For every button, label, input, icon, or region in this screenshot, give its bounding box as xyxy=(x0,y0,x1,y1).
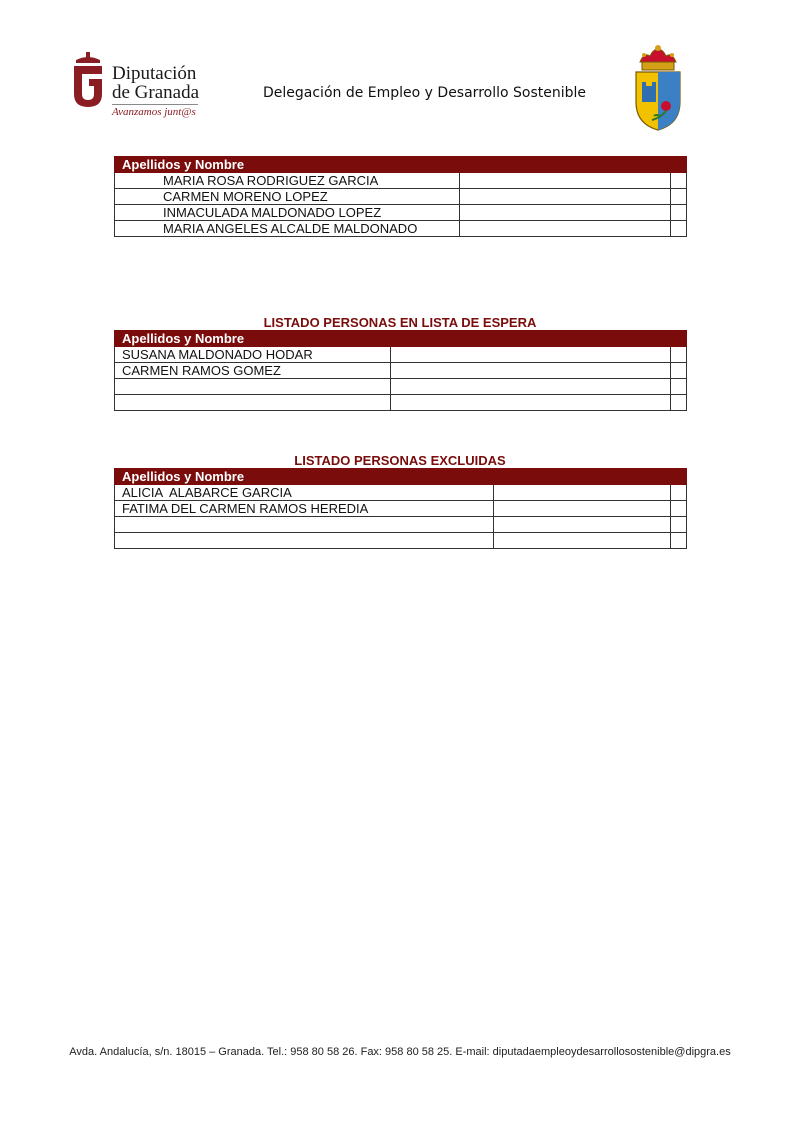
column-header-name: Apellidos y Nombre xyxy=(115,469,494,485)
table-row xyxy=(115,347,687,363)
table-row xyxy=(115,189,687,205)
table-row xyxy=(115,173,687,189)
person-name: ALICIA ALABARCE GARCIA xyxy=(115,485,494,501)
diputacion-emblem-icon xyxy=(70,52,106,108)
column-header-empty xyxy=(671,331,687,347)
column-header-empty xyxy=(460,157,671,173)
table-row xyxy=(115,485,687,501)
admitted-table xyxy=(114,156,687,237)
column-header-empty xyxy=(671,157,687,173)
waiting-list-table xyxy=(114,330,687,411)
column-header-name: Apellidos y Nombre xyxy=(115,157,460,173)
footer-contact: Avda. Andalucía, s/n. 18015 – Granada. Tel.: 958 80 58 26. Fax: 958 80 58 25. E-mail: diputadaempleoydesarrollosostenible@dipgra.es xyxy=(69,1046,731,1058)
person-name xyxy=(115,533,494,549)
column-header-empty xyxy=(391,331,671,347)
column-header-name: Apellidos y Nombre xyxy=(115,331,391,347)
table-row xyxy=(115,501,687,517)
person-name: SUSANA MALDONADO HODAR xyxy=(115,347,391,363)
person-name: CARMEN MORENO LOPEZ xyxy=(115,189,460,205)
person-name xyxy=(115,379,391,395)
table-row xyxy=(115,533,687,549)
table-row xyxy=(115,363,687,379)
org-name-line2: de Granada xyxy=(112,82,200,103)
header-title: Delegación de Empleo y Desarrollo Sostenible xyxy=(263,85,586,101)
person-name: MARIA ROSA RODRIGUEZ GARCIA xyxy=(115,173,460,189)
waiting-list-title: LISTADO PERSONAS EN LISTA DE ESPERA xyxy=(263,315,537,330)
person-name xyxy=(115,517,494,533)
table-row xyxy=(115,205,687,221)
table-header-row xyxy=(115,469,687,485)
table-row xyxy=(115,221,687,237)
table-header-row xyxy=(115,157,687,173)
person-name: CARMEN RAMOS GOMEZ xyxy=(115,363,391,379)
table-row xyxy=(115,379,687,395)
person-name xyxy=(115,395,391,411)
diputacion-logo xyxy=(70,52,210,122)
column-header-empty xyxy=(494,469,671,485)
person-name: FATIMA DEL CARMEN RAMOS HEREDIA xyxy=(115,501,494,517)
table-row xyxy=(115,517,687,533)
org-tagline: Avanzamos junt@s xyxy=(112,106,196,118)
column-header-empty xyxy=(671,469,687,485)
excluded-list-table xyxy=(114,468,687,549)
table-row xyxy=(115,395,687,411)
logo-divider xyxy=(112,104,198,105)
table-header-row xyxy=(115,331,687,347)
org-name-line1: Diputación xyxy=(112,63,197,84)
person-name: INMACULADA MALDONADO LOPEZ xyxy=(115,205,460,221)
person-name: MARIA ANGELES ALCALDE MALDONADO xyxy=(115,221,460,237)
municipal-coat-of-arms-icon xyxy=(630,44,686,132)
excluded-list-title: LISTADO PERSONAS EXCLUIDAS xyxy=(294,453,506,468)
